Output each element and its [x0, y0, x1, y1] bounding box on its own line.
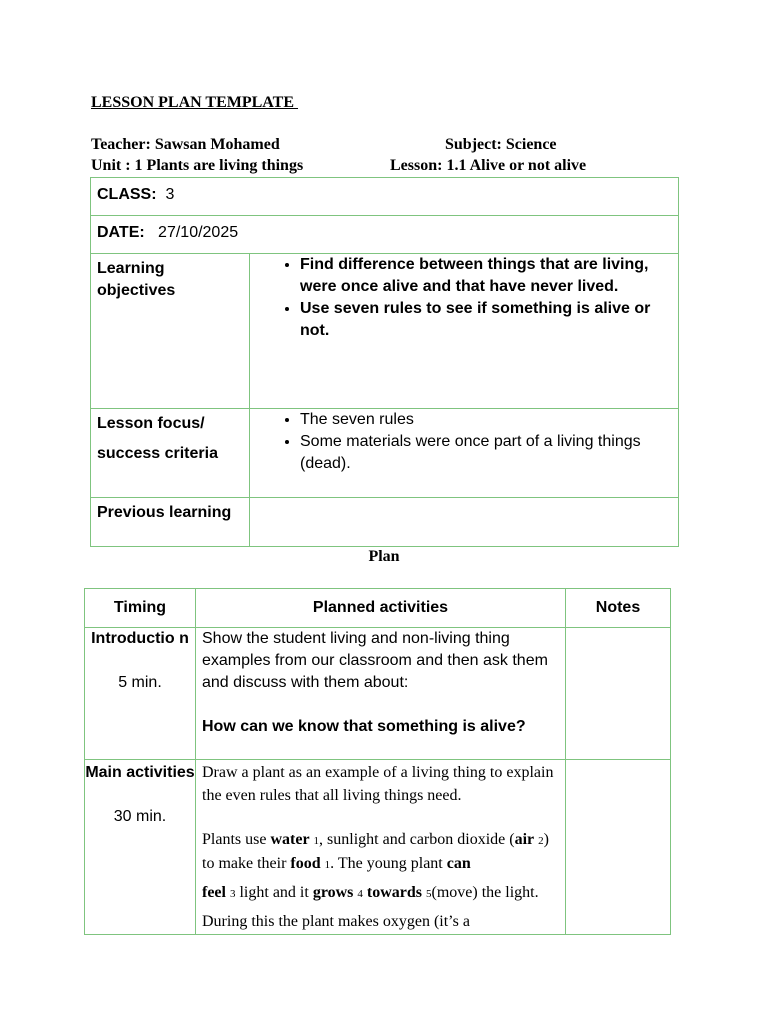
objectives-list	[250, 254, 678, 342]
previous-learning-label: Previous learning	[91, 498, 250, 547]
main-p2: Plants use water 1, sunlight and carbon dioxide (air 2) to make their food 1. The young plant can feel 3 light and it grows 4 towards 5(move) the light. During this the plant makes oxygen (it’s a	[202, 831, 549, 930]
objectives-label: Learning objectives	[91, 254, 250, 409]
main-notes	[566, 760, 671, 935]
teacher-line: Teacher: Sawsan Mohamed	[91, 136, 280, 153]
word-can: can	[446, 854, 471, 872]
word-towards: towards	[366, 884, 423, 901]
focus-item: • Some materials were once part of a living things (dead).	[300, 431, 678, 475]
date-cell	[91, 216, 679, 254]
main-timing	[85, 760, 196, 935]
plan-table	[84, 588, 671, 935]
focus-label	[91, 409, 250, 498]
date-label: DATE:	[97, 224, 145, 241]
objective-item: • Find difference between things that are living, were once alive and that have never lived.	[300, 254, 678, 298]
focus-cell	[250, 409, 679, 498]
objectives-cell	[250, 254, 679, 409]
focus-list	[250, 409, 678, 475]
intro-text: Show the student living and non-living thing examples from our classroom and then ask them and discuss with them about:	[202, 630, 548, 691]
main-timing-value: 30 min.	[113, 808, 167, 825]
intro-question: How can we know that something is alive?	[202, 718, 526, 735]
class-label: CLASS:	[97, 186, 157, 203]
plan-heading: Plan	[368, 548, 400, 565]
date-value: 27/10/2025	[158, 224, 239, 241]
lesson-line: Lesson: 1.1 Alive or not alive	[390, 157, 587, 174]
document-title: LESSON PLAN TEMPLATE	[91, 94, 299, 111]
previous-learning-value	[250, 498, 679, 547]
focus-label-line1: Lesson focus/	[97, 415, 205, 432]
main-activity	[196, 760, 566, 935]
unit-line: Unit : 1 Plants are living things	[91, 157, 304, 174]
focus-item: • The seven rules	[300, 409, 678, 431]
word-grows: grows	[312, 884, 354, 901]
col-timing: Timing	[85, 589, 196, 628]
intro-timing-label: Introductio n	[91, 630, 189, 647]
intro-timing	[85, 628, 196, 760]
col-activities: Planned activities	[196, 589, 566, 628]
word-water: water	[270, 831, 310, 848]
lesson-info-table	[90, 177, 679, 547]
word-air: air	[514, 831, 535, 848]
word-feel: feel	[202, 884, 226, 901]
col-notes: Notes	[566, 589, 671, 628]
main-timing-label: Main activities	[85, 764, 195, 781]
intro-timing-value: 5 min.	[118, 674, 162, 691]
objective-item: • Use seven rules to see if something is alive or not.	[300, 298, 678, 342]
main-p1: Draw a plant as an example of a living thing to explain the even rules that all living things need.	[202, 764, 554, 804]
subject-line: Subject: Science	[445, 136, 557, 153]
class-cell	[91, 178, 679, 216]
class-value: 3	[165, 186, 175, 203]
word-food: food	[290, 854, 321, 872]
focus-label-line2: success criteria	[97, 445, 218, 462]
intro-activity	[196, 628, 566, 760]
intro-notes	[566, 628, 671, 760]
